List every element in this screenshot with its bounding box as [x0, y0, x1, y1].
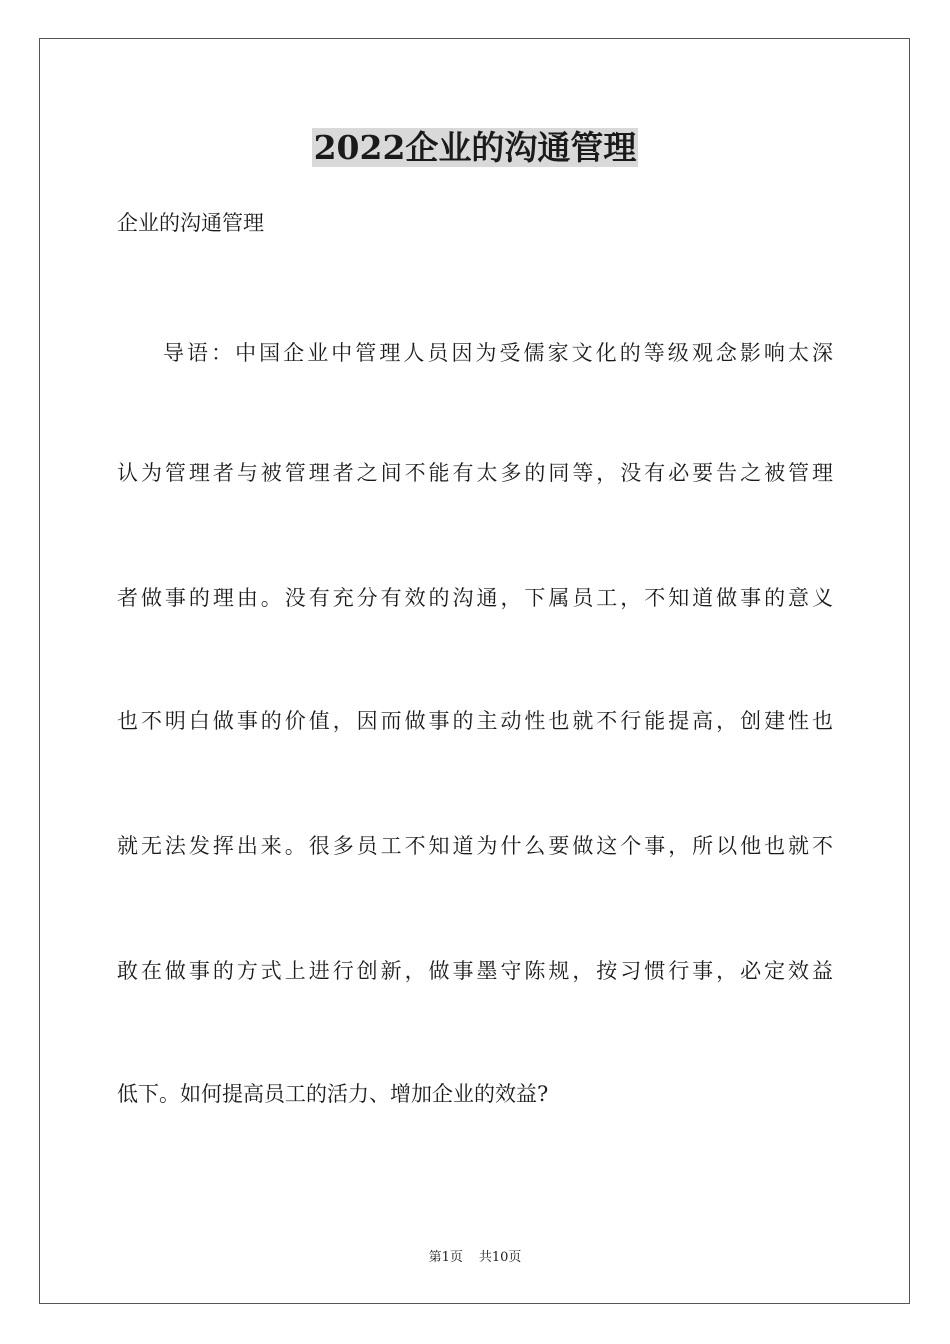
page-number: 第1页	[428, 1250, 463, 1265]
paragraph-line-4: 也不明白做事的价值，因而做事的主动性也就不行能提高，创建性也	[117, 709, 833, 733]
paragraph-line-6: 敢在做事的方式上进行创新，做事墨守陈规，按习惯行事，必定效益	[117, 959, 833, 983]
paragraph-line-1: 导语：中国企业中管理人员因为受儒家文化的等级观念影响太深	[163, 341, 833, 365]
paragraph-line-5: 就无法发挥出来。很多员工不知道为什么要做这个事，所以他也就不	[117, 834, 833, 858]
document-subtitle: 企业的沟通管理	[117, 211, 264, 235]
page-total: 共10页	[478, 1250, 522, 1265]
page-footer	[0, 1249, 950, 1267]
paragraph-line-7: 低下。如何提高员工的活力、增加企业的效益?	[117, 1082, 549, 1106]
paragraph-line-2: 认为管理者与被管理者之间不能有太多的同等，没有必要告之被管理	[117, 461, 833, 485]
paragraph-line-3: 者做事的理由。没有充分有效的沟通，下属员工，不知道做事的意义	[117, 586, 833, 610]
document-title	[0, 126, 950, 170]
document-title-text: 2022企业的沟通管理	[313, 128, 637, 167]
